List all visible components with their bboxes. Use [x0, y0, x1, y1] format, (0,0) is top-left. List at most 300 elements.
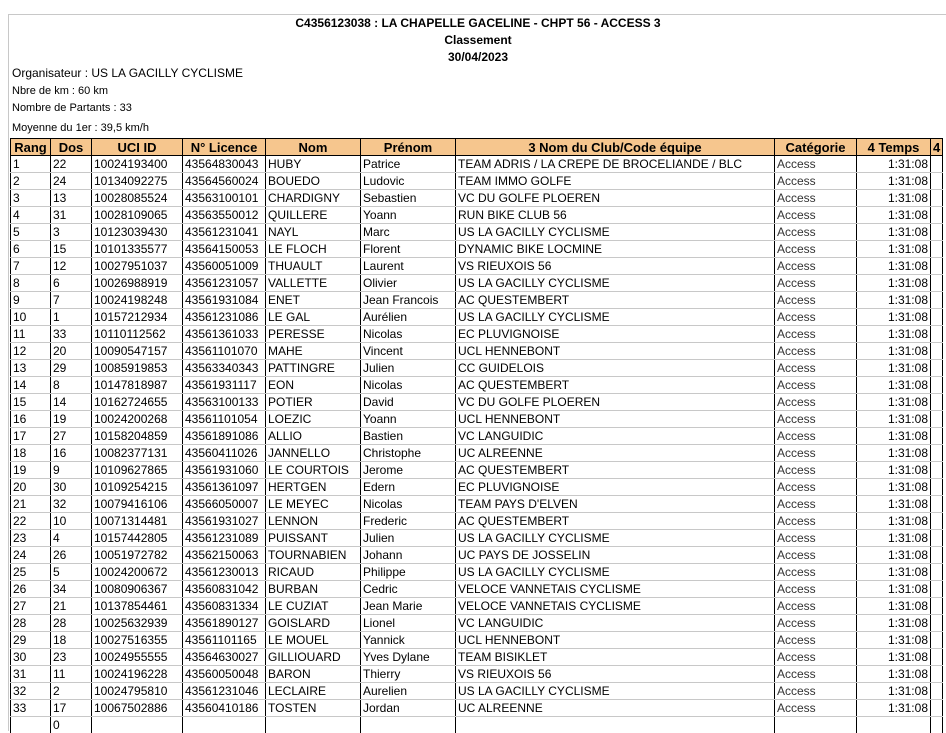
table-row	[11, 581, 943, 598]
cell-licence: 43561231046	[183, 683, 266, 700]
cell-dos: 34	[51, 581, 92, 598]
cell-temps: 1:31:08	[857, 394, 931, 411]
cell-licence: 43560051009	[183, 258, 266, 275]
cell-prenom	[361, 717, 456, 733]
cell-temps: 1:31:08	[857, 615, 931, 632]
cell-temps: 1:31:08	[857, 445, 931, 462]
cell-rang: 25	[11, 564, 51, 581]
cell-dos: 23	[51, 649, 92, 666]
cell-club: UCL HENNEBONT	[456, 632, 775, 649]
cell-licence: 43563100101	[183, 190, 266, 207]
cell-rang: 7	[11, 258, 51, 275]
cell-temps: 1:31:08	[857, 428, 931, 445]
cell-prenom: Patrice	[361, 156, 456, 173]
cell-prenom: Christophe	[361, 445, 456, 462]
cell-prenom: Olivier	[361, 275, 456, 292]
cell-prenom: Johann	[361, 547, 456, 564]
cell-licence: 43560410186	[183, 700, 266, 717]
cell-licence: 43563550012	[183, 207, 266, 224]
cell-temps: 1:31:08	[857, 666, 931, 683]
cell-club: AC QUESTEMBERT	[456, 513, 775, 530]
cell-licence: 43560831334	[183, 598, 266, 615]
cell-categorie: Access	[775, 683, 857, 700]
cell-dos: 18	[51, 632, 92, 649]
cell-extra	[931, 683, 943, 700]
cell-licence: 43561361033	[183, 326, 266, 343]
column-header-temps: 4 Temps	[857, 139, 931, 156]
column-header-dos: Dos	[51, 139, 92, 156]
cell-rang: 33	[11, 700, 51, 717]
cell-prenom: Aurélien	[361, 309, 456, 326]
cell-temps: 1:31:08	[857, 377, 931, 394]
cell-nom: LE MEYEC	[266, 496, 361, 513]
cell-prenom: Cedric	[361, 581, 456, 598]
cell-extra	[931, 666, 943, 683]
cell-nom: POTIER	[266, 394, 361, 411]
cell-dos: 26	[51, 547, 92, 564]
cell-temps: 1:31:08	[857, 241, 931, 258]
cell-extra	[931, 632, 943, 649]
cell-temps: 1:31:08	[857, 462, 931, 479]
table-row	[11, 615, 943, 632]
cell-rang: 2	[11, 173, 51, 190]
cell-temps: 1:31:08	[857, 547, 931, 564]
table-row	[11, 428, 943, 445]
cell-temps: 1:31:08	[857, 207, 931, 224]
table-row	[11, 649, 943, 666]
cell-nom	[266, 717, 361, 733]
cell-categorie: Access	[775, 360, 857, 377]
cell-categorie: Access	[775, 173, 857, 190]
cell-categorie: Access	[775, 615, 857, 632]
cell-rang: 32	[11, 683, 51, 700]
cell-dos: 10	[51, 513, 92, 530]
cell-uci-id: 10024200672	[92, 564, 183, 581]
cell-uci-id: 10027951037	[92, 258, 183, 275]
column-header-nom: Nom	[266, 139, 361, 156]
table-row	[11, 207, 943, 224]
cell-uci-id: 10147818987	[92, 377, 183, 394]
cell-uci-id: 10028085524	[92, 190, 183, 207]
cell-nom: HERTGEN	[266, 479, 361, 496]
cell-dos: 3	[51, 224, 92, 241]
cell-nom: ALLIO	[266, 428, 361, 445]
cell-extra	[931, 428, 943, 445]
cell-dos: 21	[51, 598, 92, 615]
cell-uci-id: 10162724655	[92, 394, 183, 411]
table-row	[11, 156, 943, 173]
cell-extra	[931, 360, 943, 377]
cell-temps: 1:31:08	[857, 258, 931, 275]
cell-extra	[931, 343, 943, 360]
cell-categorie: Access	[775, 258, 857, 275]
cell-rang: 23	[11, 530, 51, 547]
cell-club: AC QUESTEMBERT	[456, 292, 775, 309]
cell-categorie: Access	[775, 700, 857, 717]
event-date: 30/04/2023	[9, 49, 946, 66]
cell-rang: 27	[11, 598, 51, 615]
cell-uci-id: 10137854461	[92, 598, 183, 615]
cell-uci-id: 10028109065	[92, 207, 183, 224]
cell-uci-id: 10067502886	[92, 700, 183, 717]
event-title: C4356123038 : LA CHAPELLE GACELINE - CHPT 56 - ACCESS 3	[9, 15, 946, 32]
cell-extra	[931, 190, 943, 207]
table-row	[11, 224, 943, 241]
cell-nom: BURBAN	[266, 581, 361, 598]
cell-categorie: Access	[775, 343, 857, 360]
column-header-prenom: Prénom	[361, 139, 456, 156]
cell-uci-id: 10024795810	[92, 683, 183, 700]
cell-extra	[931, 598, 943, 615]
cell-club: VELOCE VANNETAIS CYCLISME	[456, 598, 775, 615]
table-row	[11, 377, 943, 394]
cell-extra	[931, 547, 943, 564]
cell-licence: 43561101165	[183, 632, 266, 649]
cell-temps: 1:31:08	[857, 411, 931, 428]
cell-nom: BOUEDO	[266, 173, 361, 190]
cell-rang: 11	[11, 326, 51, 343]
cell-uci-id: 10079416106	[92, 496, 183, 513]
cell-uci-id: 10109254215	[92, 479, 183, 496]
cell-licence: 43560050048	[183, 666, 266, 683]
cell-dos: 33	[51, 326, 92, 343]
cell-extra	[931, 275, 943, 292]
cell-rang: 13	[11, 360, 51, 377]
table-row	[11, 683, 943, 700]
cell-club: VELOCE VANNETAIS CYCLISME	[456, 581, 775, 598]
cell-licence: 43566050007	[183, 496, 266, 513]
table-row	[11, 258, 943, 275]
table-row	[11, 462, 943, 479]
cell-nom: ENET	[266, 292, 361, 309]
cell-licence: 43564630027	[183, 649, 266, 666]
cell-licence: 43561931084	[183, 292, 266, 309]
cell-temps: 1:31:08	[857, 649, 931, 666]
cell-uci-id: 10134092275	[92, 173, 183, 190]
cell-rang: 12	[11, 343, 51, 360]
cell-uci-id: 10090547157	[92, 343, 183, 360]
table-row	[11, 173, 943, 190]
table-row	[11, 326, 943, 343]
table-row	[11, 445, 943, 462]
cell-nom: THUAULT	[266, 258, 361, 275]
cell-dos: 11	[51, 666, 92, 683]
cell-uci-id: 10027516355	[92, 632, 183, 649]
cell-club: UC ALREENNE	[456, 445, 775, 462]
table-row	[11, 343, 943, 360]
cell-extra	[931, 377, 943, 394]
cell-temps	[857, 717, 931, 733]
cell-uci-id: 10080906367	[92, 581, 183, 598]
cell-temps: 1:31:08	[857, 224, 931, 241]
cell-dos: 8	[51, 377, 92, 394]
cell-licence: 43560411026	[183, 445, 266, 462]
cell-licence: 43561231041	[183, 224, 266, 241]
cell-temps: 1:31:08	[857, 513, 931, 530]
cell-licence: 43561931027	[183, 513, 266, 530]
table-row	[11, 666, 943, 683]
cell-club: US LA GACILLY CYCLISME	[456, 275, 775, 292]
cell-club: UCL HENNEBONT	[456, 343, 775, 360]
cell-club: TEAM IMMO GOLFE	[456, 173, 775, 190]
cell-prenom: Marc	[361, 224, 456, 241]
column-header-extra: 4	[931, 139, 943, 156]
cell-dos: 14	[51, 394, 92, 411]
cell-rang: 3	[11, 190, 51, 207]
cell-prenom: Vincent	[361, 343, 456, 360]
cell-temps: 1:31:08	[857, 479, 931, 496]
cell-prenom: Nicolas	[361, 377, 456, 394]
cell-temps: 1:31:08	[857, 360, 931, 377]
cell-uci-id: 10110112562	[92, 326, 183, 343]
cell-temps: 1:31:08	[857, 275, 931, 292]
cell-licence: 43561891086	[183, 428, 266, 445]
distance-label: Nbre de km : 60 km	[12, 85, 108, 97]
cell-dos: 9	[51, 462, 92, 479]
cell-extra	[931, 207, 943, 224]
cell-prenom: Jean Francois	[361, 292, 456, 309]
cell-nom: LENNON	[266, 513, 361, 530]
cell-rang: 22	[11, 513, 51, 530]
cell-temps: 1:31:08	[857, 700, 931, 717]
cell-dos: 0	[51, 717, 92, 733]
cell-nom: LE FLOCH	[266, 241, 361, 258]
cell-licence: 43561101054	[183, 411, 266, 428]
cell-extra	[931, 173, 943, 190]
cell-nom: TOSTEN	[266, 700, 361, 717]
cell-rang: 31	[11, 666, 51, 683]
table-row	[11, 547, 943, 564]
cell-rang: 4	[11, 207, 51, 224]
table-row	[11, 700, 943, 717]
cell-temps: 1:31:08	[857, 326, 931, 343]
cell-temps: 1:31:08	[857, 598, 931, 615]
table-row	[11, 632, 943, 649]
cell-extra	[931, 326, 943, 343]
cell-uci-id: 10025632939	[92, 615, 183, 632]
cell-rang: 29	[11, 632, 51, 649]
cell-dos: 5	[51, 564, 92, 581]
cell-nom: RICAUD	[266, 564, 361, 581]
cell-licence: 43564830043	[183, 156, 266, 173]
table-row	[11, 275, 943, 292]
table-row	[11, 496, 943, 513]
table-row	[11, 479, 943, 496]
cell-licence: 43560831042	[183, 581, 266, 598]
cell-dos: 7	[51, 292, 92, 309]
cell-rang: 15	[11, 394, 51, 411]
cell-prenom: Jordan	[361, 700, 456, 717]
cell-categorie: Access	[775, 479, 857, 496]
cell-prenom: Laurent	[361, 258, 456, 275]
cell-extra	[931, 241, 943, 258]
cell-dos: 31	[51, 207, 92, 224]
cell-club: VS RIEUXOIS 56	[456, 666, 775, 683]
cell-uci-id: 10157442805	[92, 530, 183, 547]
cell-dos: 32	[51, 496, 92, 513]
cell-extra	[931, 496, 943, 513]
cell-club: TEAM PAYS D'ELVEN	[456, 496, 775, 513]
cell-club: US LA GACILLY CYCLISME	[456, 224, 775, 241]
cell-club: VC LANGUIDIC	[456, 615, 775, 632]
cell-uci-id: 10024198248	[92, 292, 183, 309]
cell-rang: 14	[11, 377, 51, 394]
cell-extra	[931, 479, 943, 496]
cell-club: US LA GACILLY CYCLISME	[456, 683, 775, 700]
cell-prenom: Frederic	[361, 513, 456, 530]
cell-dos: 28	[51, 615, 92, 632]
cell-rang: 20	[11, 479, 51, 496]
cell-extra	[931, 700, 943, 717]
cell-nom: GOISLARD	[266, 615, 361, 632]
cell-prenom: Florent	[361, 241, 456, 258]
cell-rang: 19	[11, 462, 51, 479]
cell-nom: LECLAIRE	[266, 683, 361, 700]
cell-nom: PUISSANT	[266, 530, 361, 547]
cell-extra	[931, 564, 943, 581]
cell-club: US LA GACILLY CYCLISME	[456, 564, 775, 581]
cell-licence: 43561931060	[183, 462, 266, 479]
cell-dos: 12	[51, 258, 92, 275]
cell-uci-id: 10109627865	[92, 462, 183, 479]
cell-nom: JANNELLO	[266, 445, 361, 462]
cell-nom: HUBY	[266, 156, 361, 173]
cell-dos: 13	[51, 190, 92, 207]
cell-club: VC DU GOLFE PLOEREN	[456, 190, 775, 207]
cell-dos: 1	[51, 309, 92, 326]
cell-extra	[931, 292, 943, 309]
cell-dos: 30	[51, 479, 92, 496]
cell-club: UC PAYS DE JOSSELIN	[456, 547, 775, 564]
cell-club: VS RIEUXOIS 56	[456, 258, 775, 275]
cell-licence: 43561361097	[183, 479, 266, 496]
cell-prenom: Thierry	[361, 666, 456, 683]
cell-categorie: Access	[775, 207, 857, 224]
cell-uci-id: 10101335577	[92, 241, 183, 258]
cell-rang: 21	[11, 496, 51, 513]
cell-rang: 24	[11, 547, 51, 564]
table-row-empty	[11, 717, 943, 733]
results-table	[10, 138, 943, 733]
cell-licence: 43561890127	[183, 615, 266, 632]
cell-prenom: Philippe	[361, 564, 456, 581]
cell-temps: 1:31:08	[857, 581, 931, 598]
cell-uci-id: 10082377131	[92, 445, 183, 462]
cell-nom: VALLETTE	[266, 275, 361, 292]
table-row	[11, 394, 943, 411]
cell-rang: 6	[11, 241, 51, 258]
cell-club: VC LANGUIDIC	[456, 428, 775, 445]
cell-temps: 1:31:08	[857, 564, 931, 581]
table-row	[11, 411, 943, 428]
cell-rang: 16	[11, 411, 51, 428]
table-row	[11, 598, 943, 615]
cell-categorie: Access	[775, 241, 857, 258]
cell-uci-id	[92, 717, 183, 733]
cell-categorie: Access	[775, 649, 857, 666]
cell-licence: 43564560024	[183, 173, 266, 190]
cell-nom: LE COURTOIS	[266, 462, 361, 479]
cell-temps: 1:31:08	[857, 292, 931, 309]
cell-nom: CHARDIGNY	[266, 190, 361, 207]
cell-categorie: Access	[775, 411, 857, 428]
cell-nom: EON	[266, 377, 361, 394]
column-header-uci-id: UCI ID	[92, 139, 183, 156]
cell-prenom: Nicolas	[361, 496, 456, 513]
cell-categorie: Access	[775, 377, 857, 394]
cell-rang: 10	[11, 309, 51, 326]
cell-prenom: David	[361, 394, 456, 411]
table-row	[11, 530, 943, 547]
cell-club: US LA GACILLY CYCLISME	[456, 309, 775, 326]
cell-uci-id: 10024196228	[92, 666, 183, 683]
cell-rang: 5	[11, 224, 51, 241]
cell-uci-id: 10071314481	[92, 513, 183, 530]
cell-prenom: Ludovic	[361, 173, 456, 190]
cell-licence: 43564150053	[183, 241, 266, 258]
cell-extra	[931, 224, 943, 241]
cell-categorie: Access	[775, 598, 857, 615]
cell-rang: 1	[11, 156, 51, 173]
cell-prenom: Julien	[361, 360, 456, 377]
average-label: Moyenne du 1er : 39,5 km/h	[12, 122, 149, 134]
cell-extra	[931, 530, 943, 547]
cell-rang: 18	[11, 445, 51, 462]
cell-categorie: Access	[775, 292, 857, 309]
cell-nom: PATTINGRE	[266, 360, 361, 377]
cell-licence: 43561231057	[183, 275, 266, 292]
cell-uci-id: 10123039430	[92, 224, 183, 241]
cell-club: RUN BIKE CLUB 56	[456, 207, 775, 224]
cell-prenom: Yannick	[361, 632, 456, 649]
cell-extra	[931, 394, 943, 411]
cell-nom: LE GAL	[266, 309, 361, 326]
cell-temps: 1:31:08	[857, 530, 931, 547]
column-header-categorie: Catégorie	[775, 139, 857, 156]
cell-prenom: Aurelien	[361, 683, 456, 700]
cell-prenom: Yoann	[361, 207, 456, 224]
cell-uci-id: 10051972782	[92, 547, 183, 564]
cell-licence: 43562150063	[183, 547, 266, 564]
cell-categorie: Access	[775, 309, 857, 326]
column-header-rang: Rang	[11, 139, 51, 156]
cell-uci-id: 10157212934	[92, 309, 183, 326]
cell-club: UCL HENNEBONT	[456, 411, 775, 428]
cell-licence: 43561931117	[183, 377, 266, 394]
cell-rang: 28	[11, 615, 51, 632]
cell-rang: 26	[11, 581, 51, 598]
cell-licence: 43561230013	[183, 564, 266, 581]
cell-nom: BARON	[266, 666, 361, 683]
cell-categorie: Access	[775, 547, 857, 564]
cell-temps: 1:31:08	[857, 173, 931, 190]
cell-club: AC QUESTEMBERT	[456, 377, 775, 394]
cell-dos: 24	[51, 173, 92, 190]
cell-club: AC QUESTEMBERT	[456, 462, 775, 479]
cell-nom: LE MOUEL	[266, 632, 361, 649]
cell-temps: 1:31:08	[857, 496, 931, 513]
cell-dos: 2	[51, 683, 92, 700]
cell-categorie: Access	[775, 445, 857, 462]
cell-extra	[931, 615, 943, 632]
cell-temps: 1:31:08	[857, 343, 931, 360]
cell-prenom: Yves Dylane	[361, 649, 456, 666]
cell-dos: 4	[51, 530, 92, 547]
cell-dos: 27	[51, 428, 92, 445]
cell-categorie: Access	[775, 513, 857, 530]
cell-nom: QUILLERE	[266, 207, 361, 224]
cell-categorie: Access	[775, 462, 857, 479]
